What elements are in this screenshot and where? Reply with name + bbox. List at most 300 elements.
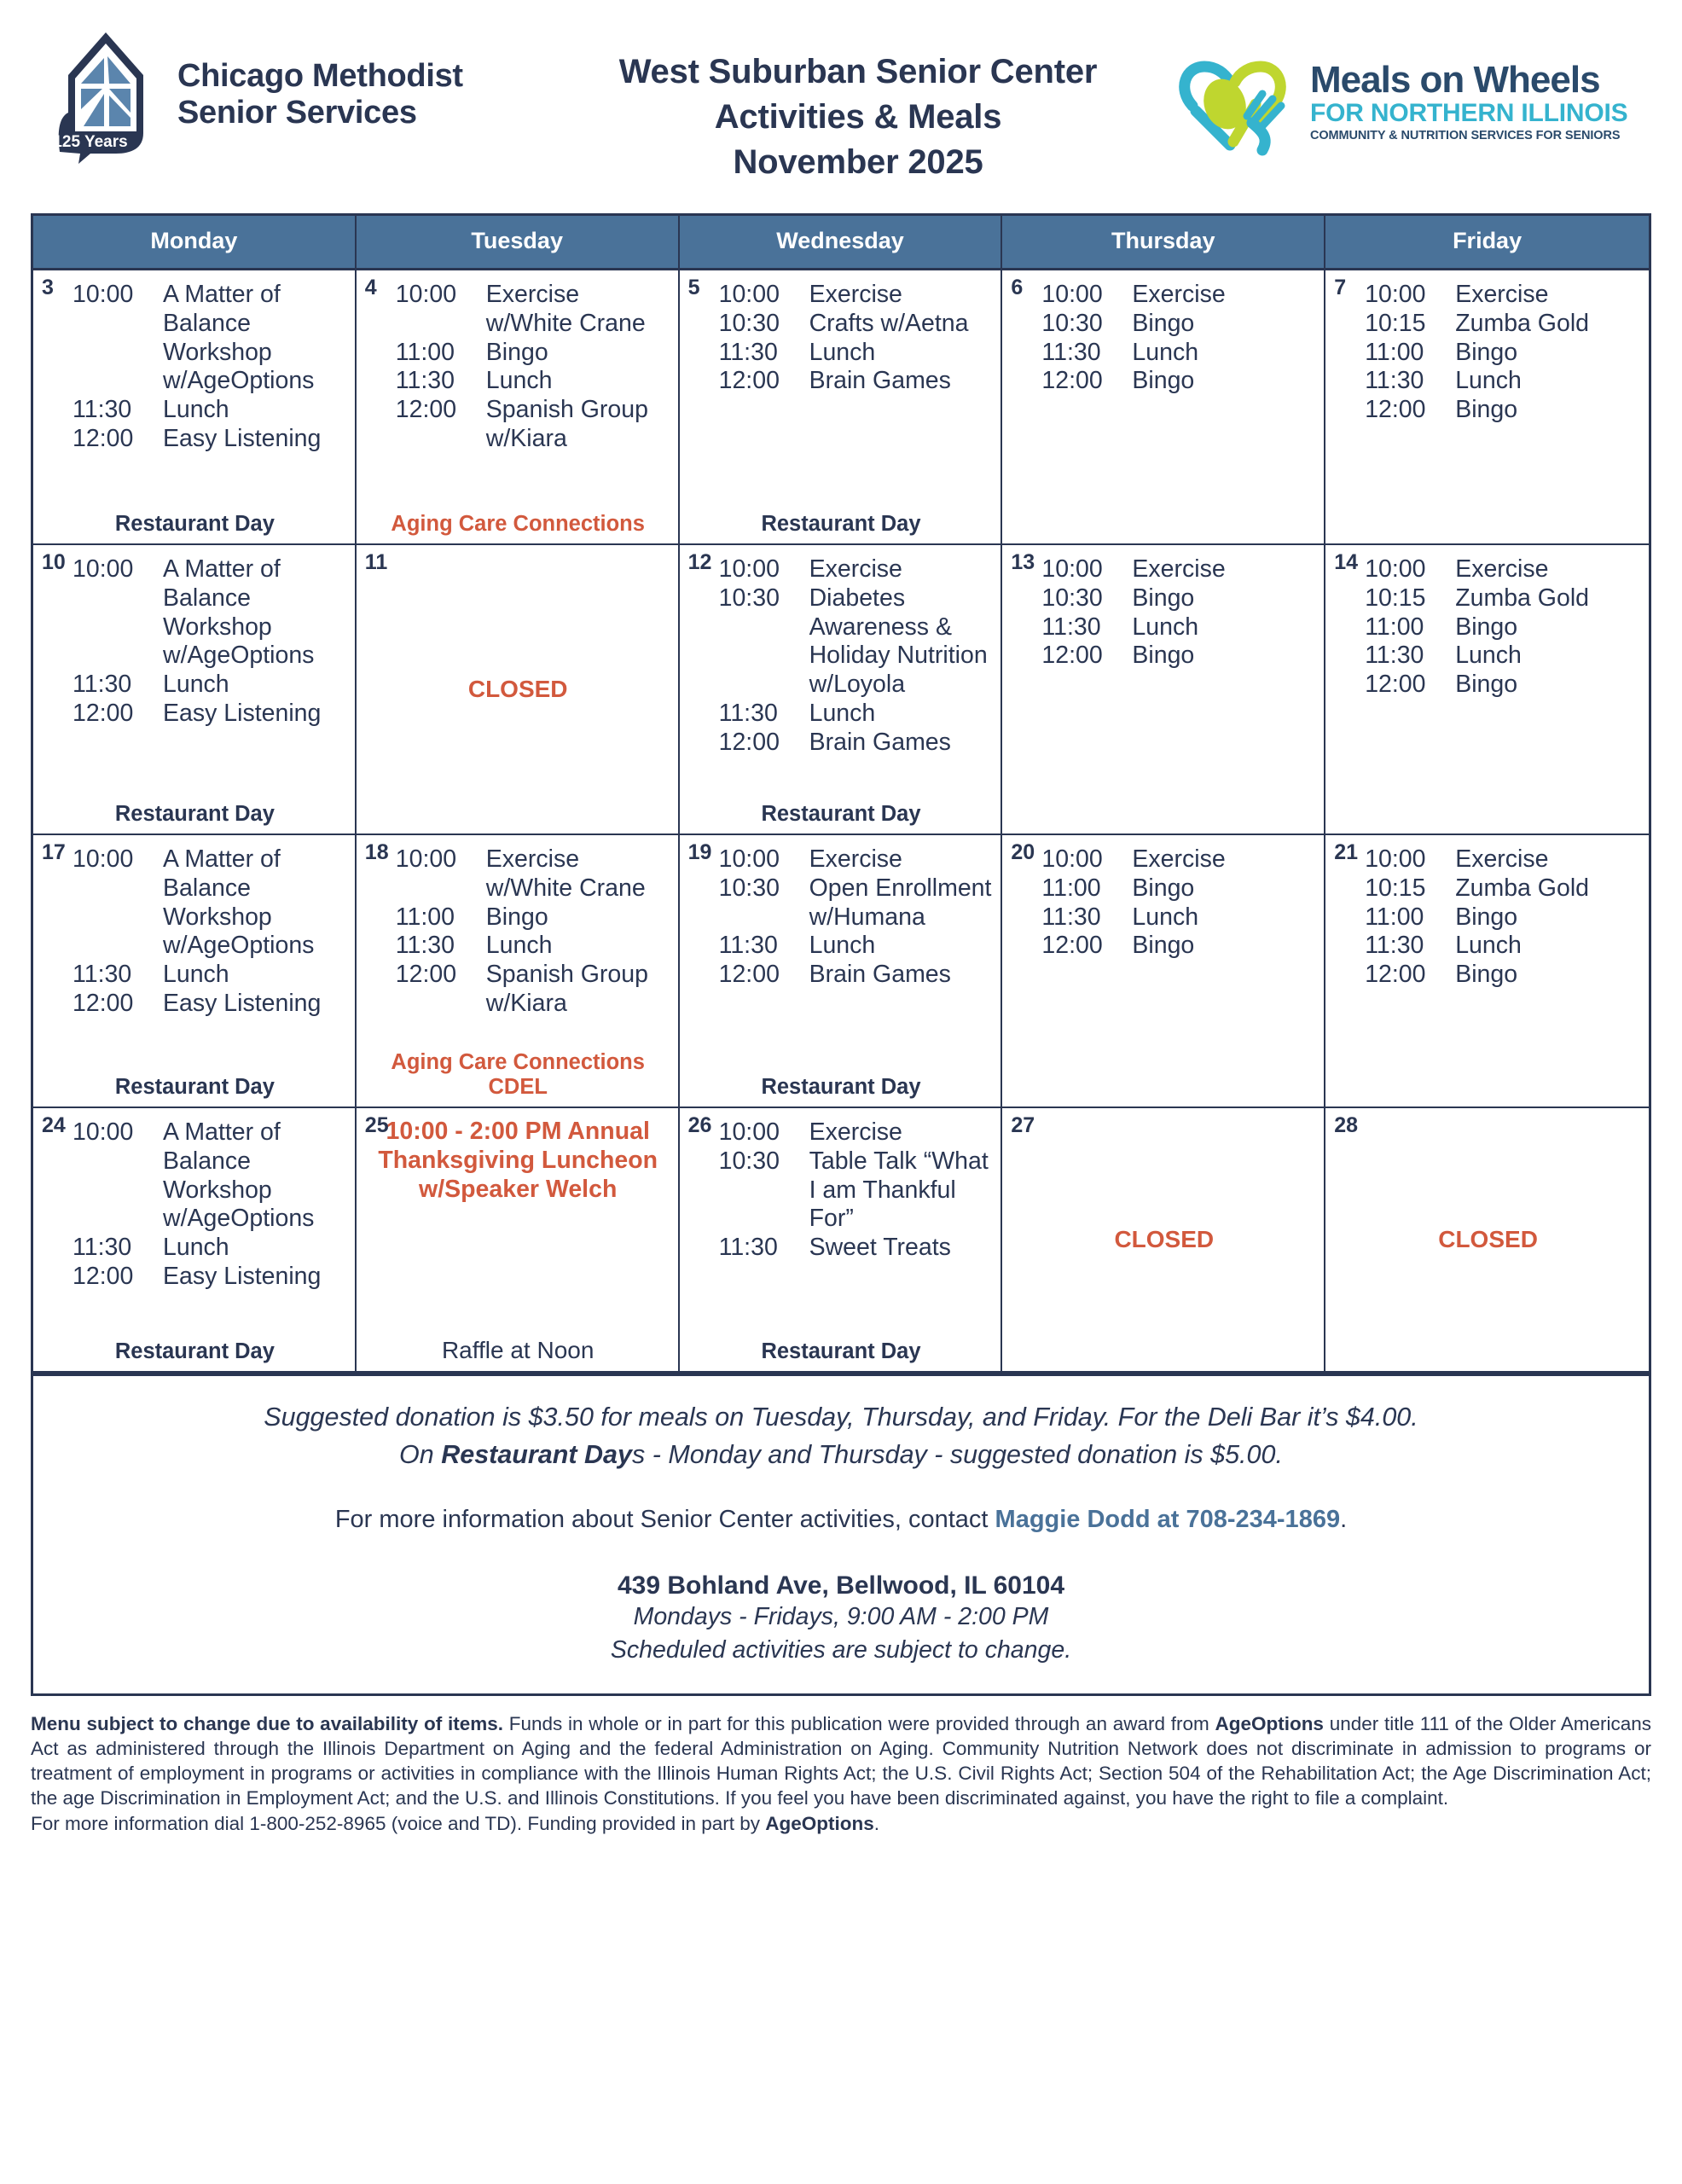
event-time: 10:15 <box>1365 584 1426 612</box>
closed-notice: CLOSED <box>467 676 568 702</box>
event-description: Brain Games <box>809 728 951 756</box>
event-row <box>719 845 995 874</box>
day-header-monday: Monday <box>33 216 357 268</box>
event-row <box>719 700 995 729</box>
event-description: Spanish Group w/Kiara <box>485 396 648 452</box>
day-number: 21 <box>1334 840 1358 864</box>
closed-notice: CLOSED <box>1114 1226 1215 1252</box>
event-row <box>1365 903 1642 932</box>
event-time: 12:00 <box>1041 932 1103 960</box>
event-description: Easy Listening <box>163 424 322 452</box>
event-description: Lunch <box>809 699 876 727</box>
event-row <box>1365 584 1642 613</box>
day-header-tuesday: Tuesday <box>357 216 680 268</box>
fine-print-t1: Funds in whole or in part for this publication were provided through an award from <box>502 1712 1215 1734</box>
event-description: Bingo <box>1132 309 1195 337</box>
special-event-highlight: 10:00 - 2:00 PM Annual Thanksgiving Luncheon w/Speaker Welch <box>378 1118 658 1204</box>
event-row <box>1365 874 1642 903</box>
event-row <box>1041 932 1317 961</box>
event-description: Lunch <box>809 932 876 960</box>
event-row <box>1041 642 1317 671</box>
event-time: 11:30 <box>718 932 778 960</box>
event-row <box>1041 903 1317 932</box>
day-cell-11[interactable] <box>357 545 680 834</box>
day-cell-7[interactable] <box>1325 270 1649 543</box>
day-number: 19 <box>687 840 712 864</box>
event-row <box>719 932 995 961</box>
event-description: A Matter of Balance Workshop w/AgeOptions <box>163 555 315 670</box>
event-time: 11:00 <box>1365 338 1424 366</box>
event-description: Bingo <box>485 903 548 931</box>
event-description: Exercise <box>809 555 902 583</box>
event-list <box>72 845 348 1019</box>
event-description: Exercise <box>1455 845 1549 873</box>
event-row <box>1365 281 1642 310</box>
fine-print-t2: under title 111 of the Older Americans Act as administered through the Illinois Department on Aging and the federal Administration on Aging. Community Nutrition Network does not discriminate in admission to programs or treatment of employment in programs or activities in compliance with the Illinois Human Rights Act; the U.S. Civil Rights Act; Section 504 of the Rehabilitation Act; the Age Discrimination Act; the age Discrimination in Employment Act; and the U.S. and Illinois Constitutions. If you feel you have been discriminated against, you have the right to file a complaint. <box>31 1712 1651 1809</box>
event-row <box>719 874 995 932</box>
event-row <box>396 932 671 961</box>
event-description: Lunch <box>163 396 229 424</box>
event-list <box>72 281 348 454</box>
contact-post: . <box>1340 1506 1348 1534</box>
event-row <box>396 845 671 903</box>
day-number: 13 <box>1011 550 1035 574</box>
day-number: 5 <box>687 276 700 299</box>
event-description: Lunch <box>1455 932 1522 960</box>
event-time: 12:00 <box>718 961 780 989</box>
event-row <box>1365 310 1642 339</box>
day-footer-label: Aging Care Connections CDEL <box>391 1050 645 1099</box>
donation-line-1: Suggested donation is $3.50 for meals on Tuesday, Thursday, and Friday. For the Deli Bar it’s $4.00. <box>264 1403 1418 1432</box>
event-row <box>1365 845 1642 874</box>
event-row <box>72 845 348 961</box>
ageoptions-mention-2: AgeOptions <box>765 1812 874 1834</box>
event-row <box>719 281 995 310</box>
event-row <box>72 961 348 990</box>
contact-name-phone[interactable]: Maggie Dodd at 708-234-1869 <box>995 1506 1341 1534</box>
day-number: 24 <box>42 1113 66 1137</box>
day-number: 14 <box>1334 550 1358 574</box>
day-cell-27[interactable] <box>1002 1108 1325 1371</box>
day-footer-label: Restaurant Day <box>761 512 921 536</box>
day-header-wednesday: Wednesday <box>680 216 1003 268</box>
fine-print-t3: For more information dial 1-800-252-8965 (voice and TD). Funding provided in part by <box>31 1812 766 1834</box>
day-number: 27 <box>1011 1113 1035 1137</box>
restaurant-day-emphasis: Restaurant Day <box>441 1440 632 1470</box>
event-description: Exercise w/White Crane <box>485 845 646 902</box>
contact-line <box>67 1502 1615 1537</box>
day-number: 20 <box>1011 840 1035 864</box>
event-time: 11:30 <box>1041 613 1101 641</box>
house-rays-logo-icon <box>49 24 162 165</box>
day-footer-label: Aging Care Connections <box>391 512 645 536</box>
event-time: 11:30 <box>718 699 778 727</box>
event-list <box>1365 845 1642 990</box>
event-list <box>1041 845 1317 961</box>
day-number: 26 <box>687 1113 712 1137</box>
event-row <box>396 367 671 396</box>
mow-wordmark <box>1310 56 1627 143</box>
day-number: 6 <box>1011 276 1024 299</box>
event-row <box>719 555 995 584</box>
event-time: 12:00 <box>395 396 457 424</box>
cmss-line1: Chicago Methodist <box>177 57 463 94</box>
event-time: 11:00 <box>395 903 455 931</box>
event-description: Table Talk “What I am Thankful For” <box>809 1147 989 1233</box>
event-row <box>1041 584 1317 613</box>
fine-print-main <box>31 1711 1651 1811</box>
day-cell-25[interactable] <box>357 1108 680 1371</box>
day-number: 28 <box>1334 1113 1358 1137</box>
day-number: 12 <box>687 550 712 574</box>
event-description: Lunch <box>1132 338 1199 366</box>
event-row <box>72 1118 348 1234</box>
day-number: 7 <box>1334 276 1347 299</box>
event-time: 10:30 <box>718 874 780 902</box>
event-description: Bingo <box>1455 903 1518 931</box>
event-time: 10:00 <box>395 281 457 308</box>
event-description: Easy Listening <box>163 989 322 1017</box>
event-time: 10:30 <box>718 584 780 612</box>
event-time: 11:00 <box>1041 874 1101 902</box>
event-description: Exercise <box>1455 281 1549 308</box>
event-time: 11:30 <box>72 671 132 699</box>
day-cell-18[interactable] <box>357 835 680 1107</box>
day-cell-3[interactable] <box>33 270 357 543</box>
event-description: Lunch <box>1132 613 1199 641</box>
event-description: Lunch <box>809 338 876 366</box>
event-row <box>719 1234 995 1263</box>
event-time: 10:00 <box>1041 845 1103 873</box>
event-list <box>1365 281 1642 425</box>
subject-to-change-line: Scheduled activities are subject to change. <box>610 1636 1072 1664</box>
event-row <box>1041 339 1317 368</box>
event-description: Easy Listening <box>163 699 322 727</box>
event-time: 11:30 <box>718 1234 778 1262</box>
event-time: 10:00 <box>1365 845 1426 873</box>
event-row <box>719 584 995 700</box>
donation-line-2-post: s - Monday and Thursday - suggested donation is $5.00. <box>631 1440 1283 1470</box>
meals-on-wheels-logo <box>1174 24 1651 159</box>
event-time: 10:00 <box>72 555 134 583</box>
day-header-thursday: Thursday <box>1002 216 1325 268</box>
event-list <box>719 555 995 757</box>
event-time: 12:00 <box>1041 642 1103 670</box>
event-time: 10:00 <box>1365 281 1426 308</box>
event-description: Zumba Gold <box>1455 584 1590 612</box>
event-time: 11:30 <box>1365 367 1424 395</box>
event-time: 12:00 <box>395 961 457 989</box>
event-description: Brain Games <box>809 961 951 989</box>
event-description: Lunch <box>163 671 229 699</box>
day-cell-21[interactable] <box>1325 835 1649 1107</box>
event-row <box>1365 396 1642 425</box>
event-time: 10:00 <box>395 845 457 873</box>
day-number: 4 <box>364 276 377 299</box>
event-description: Exercise <box>1132 555 1226 583</box>
event-list <box>719 845 995 990</box>
day-cell-5[interactable] <box>680 270 1003 543</box>
calendar-day-headers <box>33 216 1649 270</box>
donation-line-2 <box>67 1436 1615 1473</box>
day-footer-label: Restaurant Day <box>114 512 275 536</box>
event-time: 11:30 <box>395 932 455 960</box>
day-footer-label: Restaurant Day <box>761 1075 921 1099</box>
hours-line: Mondays - Fridays, 9:00 AM - 2:00 PM <box>633 1603 1049 1631</box>
event-row <box>72 396 348 425</box>
event-time: 11:30 <box>72 1234 132 1262</box>
mow-line1: Meals on Wheels <box>1310 59 1600 101</box>
fine-print <box>31 1711 1651 1836</box>
event-description: Bingo <box>1455 671 1518 699</box>
event-row <box>396 396 671 454</box>
event-description: Exercise <box>809 1118 902 1146</box>
event-row <box>1365 367 1642 396</box>
event-description: Bingo <box>1455 338 1518 366</box>
heart-fork-spoon-logo-icon <box>1174 56 1302 159</box>
menu-change-notice: Menu subject to change due to availability of items. <box>31 1712 503 1734</box>
event-list <box>1041 281 1317 396</box>
event-time: 10:30 <box>1041 309 1103 337</box>
event-description: Exercise <box>1132 845 1226 873</box>
event-row <box>719 1147 995 1234</box>
event-description: Lunch <box>163 1234 229 1262</box>
event-time: 11:30 <box>72 961 132 989</box>
event-time: 12:00 <box>72 699 134 727</box>
day-footer-label: Raffle at Noon <box>441 1337 594 1363</box>
title-line-1: West Suburban Senior Center <box>618 53 1098 90</box>
activities-calendar <box>31 213 1651 1376</box>
page-title <box>542 24 1174 186</box>
event-row <box>719 339 995 368</box>
day-cell-19[interactable] <box>680 835 1003 1107</box>
day-footer-label: Restaurant Day <box>114 1075 275 1099</box>
event-list <box>719 1118 995 1263</box>
event-time: 10:30 <box>718 1147 780 1175</box>
event-row <box>72 281 348 396</box>
day-number: 3 <box>42 276 54 299</box>
event-time: 10:00 <box>1041 555 1103 583</box>
event-row <box>1041 310 1317 339</box>
mow-line3: COMMUNITY & NUTRITION SERVICES FOR SENIORS <box>1310 129 1621 142</box>
event-description: Bingo <box>1132 932 1195 960</box>
event-time: 11:30 <box>1365 932 1424 960</box>
event-list <box>1365 555 1642 700</box>
day-number: 25 <box>364 1113 389 1137</box>
page-header <box>31 0 1651 213</box>
ageoptions-mention-1: AgeOptions <box>1215 1712 1324 1734</box>
event-row <box>719 1118 995 1147</box>
day-cell-6[interactable] <box>1002 270 1325 543</box>
event-row <box>72 990 348 1019</box>
event-time: 10:00 <box>718 555 780 583</box>
event-list <box>396 281 671 454</box>
event-row <box>1041 367 1317 396</box>
event-time: 12:00 <box>1041 367 1103 395</box>
calendar-weeks <box>33 270 1649 1374</box>
event-row <box>396 903 671 932</box>
day-number: 17 <box>42 840 66 864</box>
svg-text:125 Years: 125 Years <box>53 133 128 151</box>
calendar-week <box>33 1108 1649 1374</box>
event-description: Bingo <box>1455 961 1518 989</box>
event-row <box>1041 845 1317 874</box>
cmss-line2: Senior Services <box>177 94 417 131</box>
contact-pre: For more information about Senior Center activities, contact <box>334 1506 995 1534</box>
day-footer-label: Restaurant Day <box>114 1339 275 1363</box>
fine-print-tail <box>31 1811 1651 1836</box>
event-time: 11:30 <box>1041 903 1101 931</box>
day-cell-4[interactable] <box>357 270 680 543</box>
event-time: 10:00 <box>718 281 780 308</box>
day-cell-17[interactable] <box>33 835 357 1107</box>
event-description: Bingo <box>485 338 548 366</box>
event-time: 10:30 <box>718 309 780 337</box>
event-time: 11:00 <box>395 338 455 366</box>
event-time: 12:00 <box>718 728 780 756</box>
event-description: Exercise <box>809 845 902 873</box>
event-description: Open Enrollment w/Humana <box>809 874 992 931</box>
event-row <box>1365 613 1642 642</box>
event-row <box>396 339 671 368</box>
day-number: 10 <box>42 550 66 574</box>
event-row <box>719 729 995 758</box>
event-row <box>1365 339 1642 368</box>
event-row <box>72 671 348 700</box>
event-row <box>1041 555 1317 584</box>
event-time: 10:00 <box>72 281 134 308</box>
event-list <box>72 1118 348 1292</box>
day-cell-28[interactable] <box>1325 1108 1649 1371</box>
event-description: Lunch <box>1455 642 1522 670</box>
donation-line-2-pre: On <box>399 1440 442 1470</box>
event-list <box>1041 555 1317 671</box>
event-time: 12:00 <box>72 424 134 452</box>
event-time: 11:00 <box>1365 613 1424 641</box>
address-line: 439 Bohland Ave, Bellwood, IL 60104 <box>617 1571 1065 1600</box>
mow-line2: FOR NORTHERN ILLINOIS <box>1310 99 1628 127</box>
event-time: 10:30 <box>1041 584 1103 612</box>
event-description: Easy Listening <box>163 1262 322 1290</box>
event-description: Diabetes Awareness & Holiday Nutrition w/Loyola <box>809 584 988 699</box>
event-row <box>72 700 348 729</box>
event-description: Lunch <box>1455 367 1522 395</box>
day-cell-20[interactable] <box>1002 835 1325 1107</box>
event-row <box>1041 281 1317 310</box>
calendar-week <box>33 270 1649 545</box>
event-time: 12:00 <box>72 1262 134 1290</box>
event-row <box>1365 961 1642 990</box>
event-time: 12:00 <box>1365 396 1426 424</box>
day-number: 18 <box>364 840 389 864</box>
event-time: 11:30 <box>1365 642 1424 670</box>
event-description: Bingo <box>1132 584 1195 612</box>
event-time: 12:00 <box>72 989 134 1017</box>
event-row <box>72 555 348 671</box>
event-row <box>72 425 348 454</box>
day-cell-26[interactable] <box>680 1108 1003 1371</box>
day-cell-10[interactable] <box>33 545 357 834</box>
title-line-3: November 2025 <box>733 143 983 182</box>
calendar-week <box>33 835 1649 1108</box>
event-time: 11:30 <box>1041 338 1101 366</box>
event-time: 12:00 <box>1365 671 1426 699</box>
event-description: Exercise <box>1132 281 1226 308</box>
event-description: Bingo <box>1455 396 1518 424</box>
event-description: Lunch <box>485 367 553 395</box>
day-number: 11 <box>364 550 388 574</box>
event-description: Exercise <box>1455 555 1549 583</box>
event-row <box>72 1234 348 1263</box>
event-row <box>719 961 995 990</box>
event-description: A Matter of Balance Workshop w/AgeOptions <box>163 281 315 395</box>
event-description: Zumba Gold <box>1455 309 1590 337</box>
day-cell-12[interactable] <box>680 545 1003 834</box>
event-description: Crafts w/Aetna <box>809 309 969 337</box>
event-time: 10:00 <box>72 845 134 873</box>
event-row <box>719 310 995 339</box>
day-cell-13[interactable] <box>1002 545 1325 834</box>
event-description: Lunch <box>485 932 553 960</box>
event-description: Sweet Treats <box>809 1234 951 1262</box>
event-description: Bingo <box>1132 642 1195 670</box>
event-description: Zumba Gold <box>1455 874 1590 902</box>
event-time: 10:00 <box>718 845 780 873</box>
day-footer-label: Restaurant Day <box>114 802 275 826</box>
event-time: 11:00 <box>1365 903 1424 931</box>
title-line-2: Activities & Meals <box>714 98 1002 136</box>
event-time: 10:00 <box>1365 555 1426 583</box>
event-description: Spanish Group w/Kiara <box>485 961 648 1017</box>
notes-panel <box>31 1376 1651 1696</box>
event-description: Bingo <box>1132 367 1195 395</box>
event-list <box>72 555 348 729</box>
calendar-week <box>33 545 1649 835</box>
day-cell-14[interactable] <box>1325 545 1649 834</box>
event-row <box>719 367 995 396</box>
event-description: Exercise w/White Crane <box>485 281 646 337</box>
event-row <box>396 961 671 1019</box>
event-row <box>396 281 671 339</box>
event-description: Brain Games <box>809 367 951 395</box>
day-footer-label: Restaurant Day <box>761 1339 921 1363</box>
event-time: 12:00 <box>1365 961 1426 989</box>
event-row <box>1365 555 1642 584</box>
cmss-wordmark <box>177 58 463 131</box>
event-row <box>72 1263 348 1292</box>
event-row <box>1041 874 1317 903</box>
event-description: Bingo <box>1455 613 1518 641</box>
event-time: 10:15 <box>1365 309 1426 337</box>
event-time: 11:30 <box>718 338 778 366</box>
event-row <box>1041 613 1317 642</box>
event-description: Lunch <box>1132 903 1199 931</box>
day-cell-24[interactable] <box>33 1108 357 1371</box>
event-time: 11:30 <box>395 367 455 395</box>
closed-notice: CLOSED <box>1438 1226 1538 1252</box>
fine-print-t4: . <box>873 1812 880 1834</box>
event-list <box>719 281 995 396</box>
event-time: 12:00 <box>718 367 780 395</box>
event-description: Lunch <box>163 961 229 989</box>
event-row <box>1365 642 1642 671</box>
event-description: Exercise <box>809 281 902 308</box>
event-row <box>1365 671 1642 700</box>
event-list <box>396 845 671 1019</box>
event-time: 11:30 <box>72 396 132 424</box>
day-footer-label: Restaurant Day <box>761 802 921 826</box>
event-description: A Matter of Balance Workshop w/AgeOptions <box>163 845 315 960</box>
